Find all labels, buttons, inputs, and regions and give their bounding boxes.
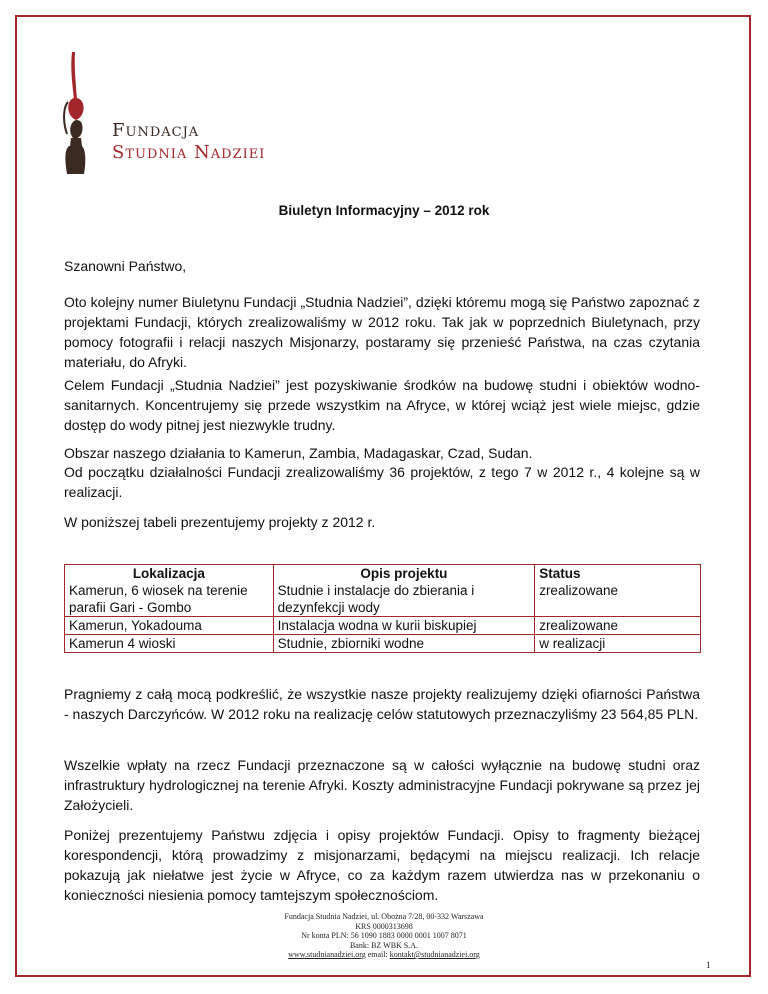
cell-description: Instalacja wodna w kurii biskupiej [273, 617, 535, 635]
paragraph-goal: Celem Fundacji „Studnia Nadziei” jest pozyskiwanie środków na budowę studni i obiektów wodno-sanitarnych. Koncentrujemy się przede wszystkim na Afryce, w której wciąż jest wiele miejsc, gdzie dostęp do wody pitnej jest niezwykle trudny. [64, 377, 700, 433]
website-link[interactable]: www.studnianadziei.org [288, 950, 366, 959]
cell-status: zrealizowane [535, 582, 701, 617]
footer-account: Nr konta PLN: 56 1090 1883 0000 0001 1007 8071 [301, 931, 467, 940]
table-header-row [65, 565, 701, 583]
greeting: Szanowni Państwo, [64, 258, 187, 274]
projects-table [64, 564, 701, 653]
email-label: email: [367, 950, 388, 959]
foundation-logo [62, 50, 282, 175]
logo-text-line1: Fundacja [112, 120, 200, 141]
paragraph-count: Od początku działalności Fundacji zrealizowaliśmy 36 projektów, z tego 7 w 2012 r., 4 kolejne są w realizacji. [64, 464, 700, 500]
paragraph-area: Obszar naszego działania to Kamerun, Zambia, Madagaskar, Czad, Sudan. [64, 445, 533, 461]
cell-location: Kamerun, Yokadouma [65, 617, 274, 635]
table-row [65, 617, 701, 635]
header-location: Lokalizacja [65, 565, 274, 583]
table-row [65, 582, 701, 617]
cell-description: Studnie i instalacje do zbierania i dezynfekcji wody [273, 582, 535, 617]
paragraph-thanks: Pragniemy z całą mocą podkreślić, że wszystkie nasze projekty realizujemy dzięki ofiarności Państwa - naszych Darczyńców. W 2012 roku na realizację celów statutowych przeznaczyliśmy 23 564,85 PLN. [64, 686, 700, 722]
header-status: Status [535, 565, 701, 583]
paragraph-payments: Wszelkie wpłaty na rzecz Fundacji przeznaczone są w całości wyłącznie na budowę studni oraz infrastruktury hydrologicznej na terenie Afryki. Koszty administracyjne Fundacji pokrywane są przez jej Założycieli. [64, 757, 700, 813]
page-title: Biuletyn Informacyjny – 2012 rok [278, 203, 490, 218]
paragraph-table-intro: W poniższej tabeli prezentujemy projekty z 2012 r. [64, 514, 376, 530]
footer-address: Fundacja Studnia Nadziei, ul. Obożna 7/28, 00-332 Warszawa [284, 912, 484, 921]
footer [0, 912, 768, 960]
table-row [65, 635, 701, 653]
cell-status: w realizacji [535, 635, 701, 653]
cell-status: zrealizowane [535, 617, 701, 635]
paragraph-photos: Poniżej prezentujemy Państwu zdjęcia i opisy projektów Fundacji. Opisy to fragmenty bieżącej korespondencji, którą prowadzimy z misjonarzami, będącymi na miejscu realizacji. Ich relacje pokazują jak niełatwe jest życie w Afryce, co za każdym razem utwierdza nas w przekonaniu o konieczności niesienia pomocy tamtejszym społecznościom. [64, 827, 700, 903]
cell-location: Kamerun 4 wioski [65, 635, 274, 653]
page-number: 1 [706, 960, 711, 970]
footer-bank: Bank: BZ WBK S.A. [349, 940, 419, 950]
cell-description: Studnie, zbiorniki wodne [273, 635, 535, 653]
email-link[interactable]: kontakt@studnianadziei.org [389, 950, 480, 959]
footer-contact [0, 950, 768, 960]
paragraph-intro: Oto kolejny numer Biuletynu Fundacji „Studnia Nadziei”, dzięki któremu mogą się Państwo zapoznać z projektami Fundacji, których zrealizowaliśmy w 2012 roku. Tak jak w poprzednich Biuletynach, przy pomocy fotografii i relacji naszych Misjonarzy, postaramy się przenieść Państwa, na czas czytania materiału, do Afryki. [64, 294, 700, 370]
cell-location: Kamerun, 6 wiosek na terenie parafii Gari - Gombo [65, 582, 274, 617]
footer-krs: KRS 0000313698 [355, 921, 413, 931]
header-description: Opis projektu [273, 565, 535, 583]
logo-text-line2: Studnia Nadziei [112, 142, 266, 163]
